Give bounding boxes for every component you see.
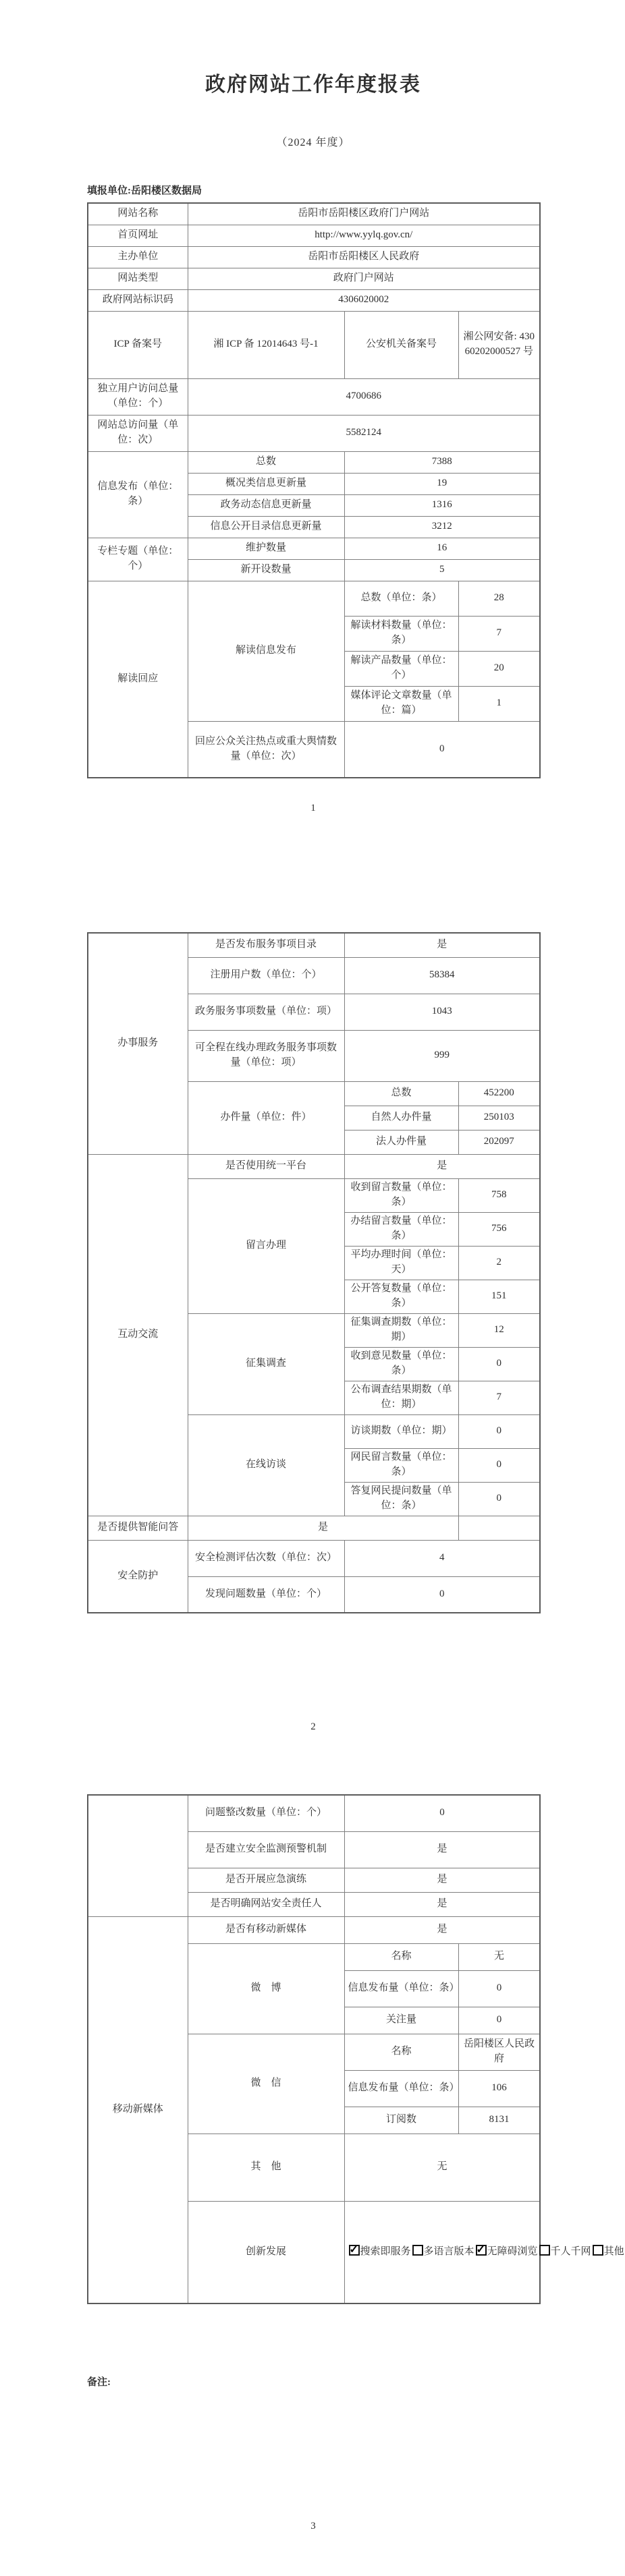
stat-value: 0 <box>458 1448 540 1482</box>
checkbox-label: 搜索即服务 <box>360 2245 411 2257</box>
unique-visitors-value: 4700686 <box>188 378 540 415</box>
weibo-group-label: 微 博 <box>188 1943 344 2034</box>
message-group-label: 留言办理 <box>188 1178 344 1313</box>
stat-value: 岳阳楼区人民政府 <box>458 2034 540 2070</box>
stat-label: 公布调查结果期数（单位：期） <box>344 1381 458 1414</box>
checkbox-other[interactable] <box>593 2245 603 2256</box>
sponsor-value: 岳阳市岳阳楼区人民政府 <box>188 246 540 268</box>
remark-label: 备注: <box>87 2377 111 2388</box>
interpret-subgroup-label: 解读信息发布 <box>188 581 344 721</box>
stat-label: 名称 <box>344 2034 458 2070</box>
innovation-option <box>539 2245 591 2260</box>
stat-label: 政务服务事项数量（单位：项） <box>188 994 344 1030</box>
stat-label: 新开设数量 <box>188 559 344 581</box>
stat-value: 999 <box>344 1030 540 1081</box>
icp-value: 湘 ICP 备 12014643 号-1 <box>188 311 344 378</box>
interact-group-label: 互动交流 <box>88 1154 188 1516</box>
stat-value: 7 <box>458 616 540 651</box>
stat-label: 是否建立安全监测预警机制 <box>188 1831 344 1868</box>
filler-unit-label: 填报单位:岳阳楼区数据局 <box>87 185 202 196</box>
checkbox-search-as-service[interactable] <box>349 2245 360 2256</box>
basic-info-table <box>87 202 541 778</box>
columns-group-label: 专栏专题（单位：个） <box>88 538 188 581</box>
has-mobile-label: 是否有移动新媒体 <box>188 1916 344 1943</box>
stat-label: 公开答复数量（单位：条） <box>344 1280 458 1313</box>
service-group-label: 办事服务 <box>88 933 188 1154</box>
stat-label: 维护数量 <box>188 538 344 559</box>
checkbox-accessibility[interactable] <box>476 2245 487 2256</box>
stat-value: 106 <box>458 2070 540 2107</box>
stat-value: 0 <box>344 1576 540 1613</box>
stat-label: 解读材料数量（单位：条） <box>344 616 458 651</box>
stat-value: 12 <box>458 1313 540 1347</box>
stat-value: 758 <box>458 1178 540 1212</box>
stat-value: 19 <box>344 473 540 494</box>
site-name-label: 网站名称 <box>88 203 188 225</box>
total-visits-label: 网站总访问量（单位：次） <box>88 415 188 451</box>
police-record-label: 公安机关备案号 <box>344 311 458 378</box>
checkbox-label: 其他 <box>603 2245 624 2257</box>
site-code-label: 政府网站标识码 <box>88 289 188 311</box>
stat-value: 20 <box>458 651 540 686</box>
other-media-value: 无 <box>344 2134 540 2201</box>
checkbox-label: 千人千网 <box>550 2245 591 2257</box>
stat-value: 452200 <box>458 1081 540 1106</box>
stat-label: 信息公开目录信息更新量 <box>188 516 344 538</box>
stat-label: 征集调查期数（单位：期） <box>344 1313 458 1347</box>
stat-label: 法人办件量 <box>344 1130 458 1154</box>
public-response-label: 回应公众关注热点或重大舆情数量（单位：次） <box>188 721 344 778</box>
stat-label: 总数（单位：条） <box>344 581 458 616</box>
volume-group-label: 办件量（单位：件） <box>188 1081 344 1154</box>
stat-value: 3212 <box>344 516 540 538</box>
smart-qa-value: 是 <box>188 1516 458 1540</box>
stat-value: 是 <box>344 1831 540 1868</box>
site-type-label: 网站类型 <box>88 268 188 289</box>
stat-value: 无 <box>458 1943 540 1970</box>
unified-platform-value: 是 <box>344 1154 540 1178</box>
stat-value: 0 <box>344 1795 540 1831</box>
stat-label: 信息发布量（单位：条） <box>344 1970 458 2007</box>
stat-value: 4 <box>344 1540 540 1576</box>
checkbox-personalized-web[interactable] <box>539 2245 550 2256</box>
stat-label: 关注量 <box>344 2007 458 2034</box>
site-code-value: 4306020002 <box>188 289 540 311</box>
unique-visitors-label: 独立用户访问总量（单位：个） <box>88 378 188 415</box>
stat-value: 8131 <box>458 2107 540 2134</box>
other-media-label: 其 他 <box>188 2134 344 2201</box>
mobile-group-label: 移动新媒体 <box>88 1916 188 2303</box>
stat-label: 问题整改数量（单位：个） <box>188 1795 344 1831</box>
interview-group-label: 在线访谈 <box>188 1414 344 1516</box>
smart-qa-label: 是否提供智能问答 <box>88 1516 188 1540</box>
page-number-3: 3 <box>310 2521 316 2531</box>
info-pub-group-label: 信息发布（单位：条） <box>88 451 188 538</box>
catalog-label: 是否发布服务事项目录 <box>188 933 344 957</box>
innovation-label: 创新发展 <box>188 2201 344 2303</box>
sponsor-label: 主办单位 <box>88 246 188 268</box>
stat-value: 7388 <box>344 451 540 473</box>
stat-label: 政务动态信息更新量 <box>188 494 344 516</box>
security-group-label: 安全防护 <box>88 1540 188 1613</box>
stat-label: 网民留言数量（单位：条） <box>344 1448 458 1482</box>
stat-value: 1043 <box>344 994 540 1030</box>
innovation-options <box>344 2201 624 2303</box>
stat-value: 202097 <box>458 1130 540 1154</box>
wechat-group-label: 微 信 <box>188 2034 344 2134</box>
stat-label: 收到意见数量（单位：条） <box>344 1347 458 1381</box>
stat-label: 是否开展应急演练 <box>188 1868 344 1892</box>
innovation-option <box>476 2245 538 2260</box>
stat-label: 订阅数 <box>344 2107 458 2134</box>
stat-value: 是 <box>344 1892 540 1916</box>
site-type-value: 政府门户网站 <box>188 268 540 289</box>
site-name-value: 岳阳市岳阳楼区政府门户网站 <box>188 203 540 225</box>
innovation-option <box>349 2245 411 2260</box>
stat-value: 1316 <box>344 494 540 516</box>
innovation-option <box>593 2245 624 2260</box>
stat-label: 信息发布量（单位：条） <box>344 2070 458 2107</box>
stat-value: 250103 <box>458 1106 540 1130</box>
page-title: 政府网站工作年度报表 <box>205 74 421 96</box>
stat-label: 解读产品数量（单位：个） <box>344 651 458 686</box>
stat-value: 0 <box>458 1482 540 1516</box>
stat-value: 7 <box>458 1381 540 1414</box>
stat-value: 2 <box>458 1246 540 1280</box>
stat-value: 1 <box>458 686 540 721</box>
stat-value: 0 <box>458 2007 540 2034</box>
page-number-1: 1 <box>310 803 316 813</box>
survey-group-label: 征集调查 <box>188 1313 344 1414</box>
page-subtitle: （2024 年度） <box>276 137 350 148</box>
page-number-2: 2 <box>310 1721 316 1732</box>
unified-platform-label: 是否使用统一平台 <box>188 1154 344 1178</box>
home-url-value: http://www.yylq.gov.cn/ <box>188 225 540 246</box>
stat-value: 是 <box>344 1868 540 1892</box>
stat-label: 注册用户数（单位：个） <box>188 957 344 994</box>
total-visits-value: 5582124 <box>188 415 540 451</box>
stat-value: 28 <box>458 581 540 616</box>
stat-value: 0 <box>458 1347 540 1381</box>
stat-label: 平均办理时间（单位：天） <box>344 1246 458 1280</box>
police-record-value: 湘公网安备: 43060202000527 号 <box>458 311 540 378</box>
innovation-option <box>412 2245 474 2260</box>
stat-label: 自然人办件量 <box>344 1106 458 1130</box>
stat-label: 媒体评论文章数量（单位：篇） <box>344 686 458 721</box>
stat-value: 756 <box>458 1212 540 1246</box>
security-mobile-table <box>87 1794 624 2304</box>
icp-label: ICP 备案号 <box>88 311 188 378</box>
home-url-label: 首页网址 <box>88 225 188 246</box>
security-cont-group-cell <box>88 1795 188 1916</box>
stat-value: 58384 <box>344 957 540 994</box>
service-interact-table <box>87 932 541 1613</box>
stat-label: 收到留言数量（单位：条） <box>344 1178 458 1212</box>
public-response-value: 0 <box>344 721 540 778</box>
stat-label: 是否明确网站安全责任人 <box>188 1892 344 1916</box>
stat-label: 可全程在线办理政务服务事项数量（单位：项） <box>188 1030 344 1081</box>
has-mobile-value: 是 <box>344 1916 540 1943</box>
stat-value: 0 <box>458 1970 540 2007</box>
stat-label: 概况类信息更新量 <box>188 473 344 494</box>
stat-label: 安全检测评估次数（单位：次） <box>188 1540 344 1576</box>
stat-label: 办结留言数量（单位：条） <box>344 1212 458 1246</box>
checkbox-label: 多语言版本 <box>423 2245 474 2257</box>
stat-label: 名称 <box>344 1943 458 1970</box>
stat-value: 151 <box>458 1280 540 1313</box>
checkbox-multilingual[interactable] <box>412 2245 423 2256</box>
stat-value: 5 <box>344 559 540 581</box>
stat-label: 访谈期数（单位：期） <box>344 1414 458 1448</box>
interpret-group-label: 解读回应 <box>88 581 188 778</box>
stat-label: 发现问题数量（单位：个） <box>188 1576 344 1613</box>
stat-label: 总数 <box>344 1081 458 1106</box>
checkbox-label: 无障碍浏览 <box>487 2245 538 2257</box>
stat-value: 0 <box>458 1414 540 1448</box>
stat-label: 答复网民提问数量（单位：条） <box>344 1482 458 1516</box>
stat-label: 总数 <box>188 451 344 473</box>
catalog-value: 是 <box>344 933 540 957</box>
stat-value: 16 <box>344 538 540 559</box>
